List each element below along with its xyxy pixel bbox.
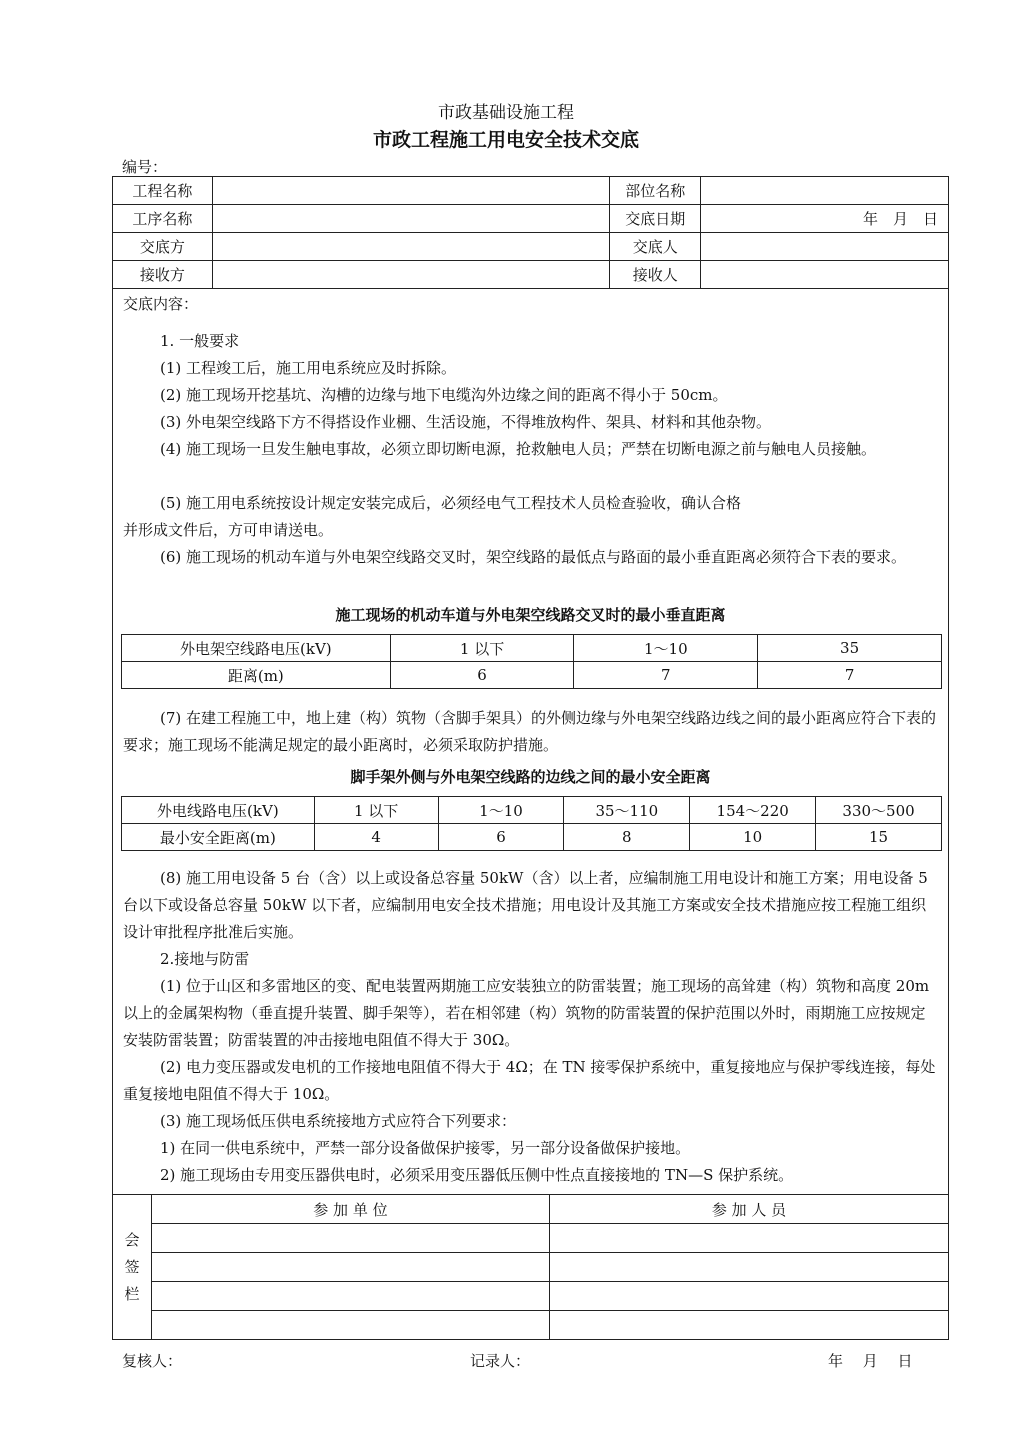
table-cell: 10 [690, 824, 816, 851]
table-row [122, 824, 942, 851]
field-label: 交底方 [113, 233, 213, 261]
countersign-table [112, 1194, 949, 1340]
table-cell: 8 [564, 824, 690, 851]
table-row [113, 205, 949, 233]
field-label: 交底人 [610, 233, 701, 261]
project-name-field[interactable] [212, 177, 609, 205]
part-name-field[interactable] [701, 177, 949, 205]
footer-date: 年 月 日 [828, 1352, 913, 1370]
paragraph: (1) 位于山区和多雷地区的变、配电装置两期施工应安装独立的防雷装置；施工现场的高耸建（构）筑物和高度 20m 以上的金属架构物（垂直提升装置、脚手架等），若在相邻建（构）筑物的防雷装置的保护范围以外时，雨期施工应按规定安装防雷装置；防雷装置的冲击接地电阻值不得大于 30Ω。 [123, 977, 930, 1049]
table-row [113, 1224, 949, 1253]
person-field[interactable] [549, 1282, 948, 1311]
disclosing-party-field[interactable] [212, 233, 609, 261]
paragraph: (3) 外电架空线路下方不得搭设作业棚、生活设施，不得堆放构件、架具、材料和其他杂物。 [160, 413, 772, 431]
table-cell: 距离(m) [122, 662, 391, 689]
field-label: 工序名称 [113, 205, 213, 233]
paragraph: (3) 施工现场低压供电系统接地方式应符合下列要求： [160, 1112, 517, 1130]
unit-field[interactable] [151, 1311, 549, 1340]
table-cell: 1～10 [438, 797, 564, 824]
column-header: 参 加 单 位 [151, 1195, 549, 1224]
table-row [113, 177, 949, 205]
table-cell: 15 [816, 824, 942, 851]
field-label: 交底日期 [610, 205, 701, 233]
table-row [113, 1282, 949, 1311]
table-cell: 6 [438, 824, 564, 851]
paragraph: (2) 施工现场开挖基坑、沟槽的边缘与地下电缆沟外边缘之间的距离不得小于 50cm。 [160, 386, 728, 404]
table-row [113, 233, 949, 261]
paragraph: 并形成文件后，方可申请送电。 [123, 521, 334, 539]
process-name-field[interactable] [212, 205, 609, 233]
table-cell: 154～220 [690, 797, 816, 824]
table-cell: 35～110 [564, 797, 690, 824]
table-row [113, 1311, 949, 1340]
table-row [113, 1195, 949, 1224]
field-label: 接收人 [610, 261, 701, 289]
countersign-label: 会签栏 [113, 1195, 152, 1340]
serial-number-label: 编号： [122, 158, 168, 176]
table-cell: 外电架空线路电压(kV) [122, 635, 391, 662]
table-cell: 35 [758, 635, 942, 662]
paragraph: (5) 施工用电系统按设计规定安装完成后，必须经电气工程技术人员检查验收，确认合格 [160, 494, 742, 512]
disclosure-content [112, 289, 949, 1195]
paragraph: (2) 电力变压器或发电机的工作接地电阻值不得大于 4Ω；在 TN 接零保护系统中，重复接地应与保护零线连接，每处重复接地电阻值不得大于 10Ω。 [123, 1058, 936, 1103]
discloser-field[interactable] [701, 233, 949, 261]
person-field[interactable] [549, 1253, 948, 1282]
person-field[interactable] [549, 1224, 948, 1253]
table-cell: 外电线路电压(kV) [122, 797, 315, 824]
field-label: 工程名称 [113, 177, 213, 205]
paragraph: 2) 施工现场由专用变压器供电时，必须采用变压器低压侧中性点直接接地的 TN—S 保护系统。 [160, 1166, 794, 1184]
table-cell: 1 以下 [314, 797, 438, 824]
table-cell: 7 [574, 662, 758, 689]
paragraph: (1) 工程竣工后，施工用电系统应及时拆除。 [160, 359, 457, 377]
unit-field[interactable] [151, 1253, 549, 1282]
section-heading: 1. 一般要求 [160, 332, 240, 350]
paragraph: 1) 在同一供电系统中，严禁一部分设备做保护接零，另一部分设备做保护接地。 [160, 1139, 691, 1157]
receiver-field[interactable] [701, 261, 949, 289]
field-label: 部位名称 [610, 177, 701, 205]
paragraph: (4) 施工现场一旦发生触电事故，必须立即切断电源，抢救触电人员；严禁在切断电源之前与触电人员接触。 [160, 440, 877, 458]
receiving-party-field[interactable] [212, 261, 609, 289]
disclosure-date-field[interactable]: 年 月 日 [701, 205, 949, 233]
unit-field[interactable] [151, 1282, 549, 1311]
table-row [122, 635, 942, 662]
table-cell: 6 [390, 662, 574, 689]
table-caption: 脚手架外侧与外电架空线路的边线之间的最小安全距离 [350, 768, 711, 786]
table-cell: 1 以下 [390, 635, 574, 662]
table-row [113, 1253, 949, 1282]
content-label: 交底内容： [123, 295, 199, 313]
paragraph: (8) 施工用电设备 5 台（含）以上或设备总容量 50kW（含）以上者，应编制施工用电设计和施工方案；用电设备 5 台以下或设备总容量 50kW 以下者，应编制用电安全技术措施；用电设计及其施工方案或安全技术措施应按工程施工组织设计审批程序批准后实施。 [123, 869, 928, 941]
paragraph: (6) 施工现场的机动车道与外电架空线路交叉时，架空线路的最低点与路面的最小垂直距离必须符合下表的要求。 [160, 548, 907, 566]
vertical-distance-table [121, 634, 942, 689]
recorder-label: 记录人： [470, 1352, 531, 1370]
document-title: 市政工程施工用电安全技术交底 [372, 129, 639, 151]
unit-field[interactable] [151, 1224, 549, 1253]
table-caption: 施工现场的机动车道与外电架空线路交叉时的最小垂直距离 [335, 606, 726, 624]
info-table [112, 176, 949, 289]
table-cell: 最小安全距离(m) [122, 824, 315, 851]
safety-distance-table [121, 796, 942, 851]
table-row [122, 662, 942, 689]
field-label: 接收方 [113, 261, 213, 289]
reviewer-label: 复核人： [122, 1352, 183, 1370]
table-cell: 330～500 [816, 797, 942, 824]
table-cell: 1～10 [574, 635, 758, 662]
paragraph: (7) 在建工程施工中，地上建（构）筑物（含脚手架具）的外侧边缘与外电架空线路边线之间的最小距离应符合下表的要求；施工现场不能满足规定的最小距离时，必须采取防护措施。 [123, 709, 937, 754]
section-heading: 2.接地与防雷 [160, 950, 250, 968]
column-header: 参 加 人 员 [549, 1195, 948, 1224]
table-cell: 7 [758, 662, 942, 689]
table-row [122, 797, 942, 824]
person-field[interactable] [549, 1311, 948, 1340]
table-row [113, 261, 949, 289]
super-title: 市政基础设施工程 [438, 103, 574, 123]
table-cell: 4 [314, 824, 438, 851]
